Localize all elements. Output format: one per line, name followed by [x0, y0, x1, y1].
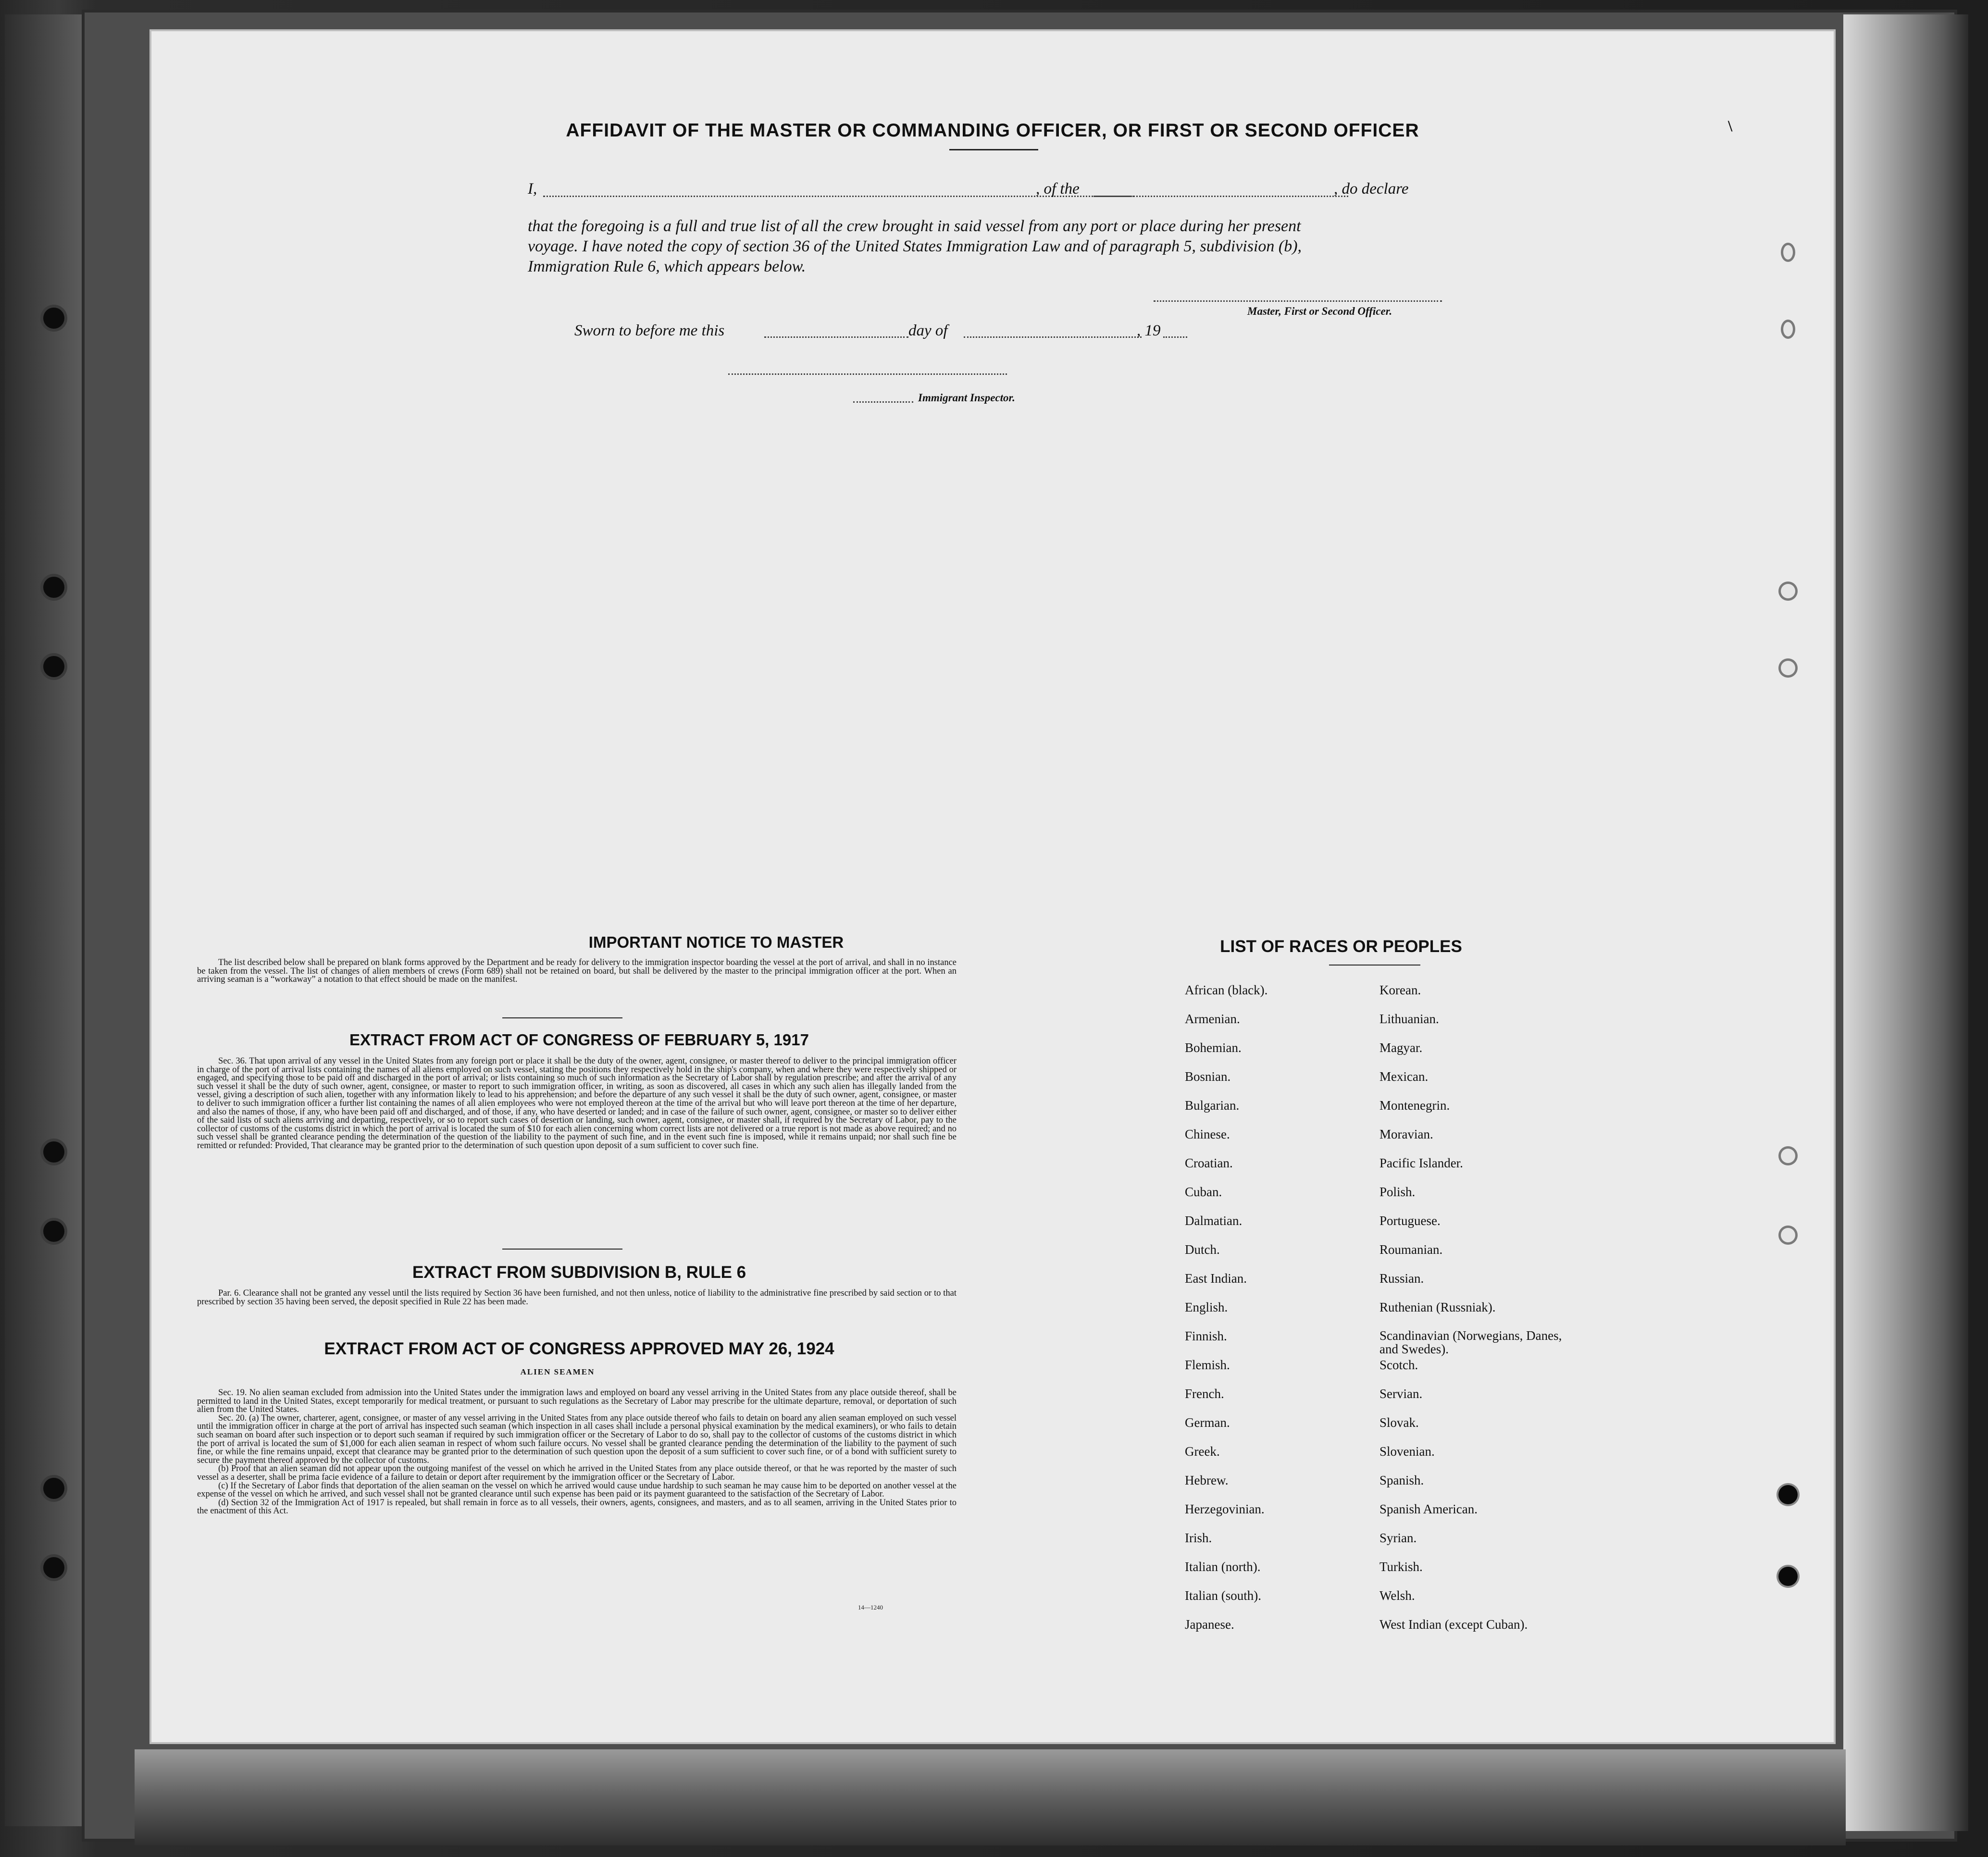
manifest-page	[151, 31, 1834, 1742]
of-the-label: , of the	[1036, 180, 1080, 198]
extract-1924-paragraph: Sec. 20. (a) The owner, charterer, agent, consignee, or master of any vessel arriving in the United States from any place outside thereof who fails to detain on board any alien seaman employed on such vessel until the immigration officer in charge at the port of arrival has inspected such seaman (which inspection in all cases shall include a personal physical examination by the medical examiners), or who fails to detain such seaman on board after such inspection or to deport such seaman if required by such immigration officer or the Secretary of Labor to do so, shall pay to the collector of customs of the customs district in which the port of arrival is located the sum of $1,000 for each alien seaman in respect of whom such failure occurs. No vessel shall be granted clearance pending the determination of the liability to the payment of such fine, or while the fine remains unpaid, except that clearance may be granted prior to the determination of such question upon the deposit of a sum sufficient to cover such fine, or of a bond with sufficient surety to secure the payment thereof approved by the collector of customs.	[197, 1413, 957, 1465]
race-item: Mexican.	[1379, 1069, 1429, 1084]
extract-1924-body	[197, 1389, 957, 1516]
race-item: Irish.	[1185, 1531, 1212, 1545]
race-item: Italian (north).	[1185, 1560, 1261, 1574]
race-item: Syrian.	[1379, 1531, 1417, 1545]
affidavit-line: that the foregoing is a full and true list of all the crew brought in said vessel from any port or place during her present	[528, 217, 1301, 235]
page-mark: \	[1728, 118, 1733, 135]
race-item: Dutch.	[1185, 1242, 1220, 1257]
punched-hole	[1778, 1146, 1798, 1165]
binder-hole	[43, 1141, 64, 1163]
sworn-month-line	[964, 336, 1142, 338]
binder-hole	[43, 577, 64, 598]
race-item: Italian (south).	[1185, 1588, 1261, 1603]
race-item: Flemish.	[1185, 1358, 1230, 1372]
extract-1924-paragraph: (c) If the Secretary of Labor finds that deportation of the alien seaman on the vessel on which he arrived would cause undue hardship to such seaman he may cause him to be deported on another vessel at the expense of the vessel on which he arrived, and such vessel shall not be granted clearance until such expense has been paid or its payment guaranteed to the satisfaction of the Secretary of Labor.	[197, 1481, 957, 1499]
race-item: Japanese.	[1185, 1617, 1234, 1632]
form-number: 14—1240	[858, 1604, 883, 1611]
vessel-name-line	[1093, 196, 1348, 197]
master-signature-line	[1154, 300, 1442, 302]
year-label: , 19	[1137, 322, 1161, 339]
race-item: Servian.	[1379, 1387, 1423, 1401]
extract-1924-paragraph: (b) Proof that an alien seaman did not appear upon the outgoing manifest of the vessel on which he arrived in the United States from any place outside thereof, or that he was reported by the master of such vessel as a deserter, shall be prima facie evidence of a failure to detain or deport after requirement by the immigration officer or the Secretary of Labor.	[197, 1464, 957, 1482]
signature-caption: Master, First or Second Officer.	[1247, 305, 1392, 317]
inspector-short-line	[853, 401, 913, 403]
divider	[502, 1017, 622, 1018]
race-item: German.	[1185, 1415, 1230, 1430]
race-item: Welsh.	[1379, 1588, 1415, 1603]
extract-1917-title: EXTRACT FROM ACT OF CONGRESS OF FEBRUARY 5, 1917	[349, 1031, 809, 1049]
race-item: Bohemian.	[1185, 1040, 1242, 1055]
year-line	[1163, 336, 1187, 338]
races-title: LIST OF RACES OR PEOPLES	[1220, 937, 1462, 956]
punched-hole	[1778, 658, 1798, 678]
affidavit-title: AFFIDAVIT OF THE MASTER OR COMMANDING OFFICER, OR FIRST OR SECOND OFFICER	[566, 120, 1419, 141]
race-item: Greek.	[1185, 1444, 1220, 1459]
extract-1924-title: EXTRACT FROM ACT OF CONGRESS APPROVED MAY 26, 1924	[324, 1339, 834, 1358]
binder-hole	[43, 1557, 64, 1578]
race-item: Armenian.	[1185, 1012, 1240, 1026]
race-item: Portuguese.	[1379, 1213, 1441, 1228]
race-item: Bosnian.	[1185, 1069, 1231, 1084]
race-item: Polish.	[1379, 1185, 1416, 1199]
alien-seamen-subtitle: ALIEN SEAMEN	[520, 1367, 595, 1376]
i-label: I,	[528, 180, 537, 198]
race-item: Moravian.	[1379, 1127, 1433, 1141]
title-underline	[949, 149, 1038, 150]
extract-1924-paragraph: (d) Section 32 of the Immigration Act of 1917 is repealed, but shall remain in force as to all vessels, their owners, agents, consignees, and masters, and as to all seamen, arriving in the United States prior to the enactment of this Act.	[197, 1498, 957, 1516]
rule6-body: Par. 6. Clearance shall not be granted any vessel until the lists required by Section 36 have been furnished, and not then unless, notice of liability to the administrative fine prescribed by said section or to that prescribed by section 35 having been served, the deposit specified in Rule 22 has been made.	[197, 1288, 957, 1307]
affidavit-body	[528, 216, 1489, 277]
affidavit-line: voyage. I have noted the copy of section 36 of the United States Immigration Law and of paragraph 5, subdivision (b),	[528, 237, 1302, 255]
stacked-page-bottom	[135, 1749, 1846, 1845]
race-item: Finnish.	[1185, 1329, 1227, 1343]
punched-hole	[1781, 320, 1795, 339]
race-item: Magyar.	[1379, 1040, 1423, 1055]
race-item: Bulgarian.	[1185, 1098, 1240, 1113]
race-item: West Indian (except Cuban).	[1379, 1617, 1528, 1632]
extract-1924-paragraph: Sec. 19. No alien seaman excluded from admission into the United States under the immigration laws and employed on board any vessel arriving in the United States from any place outside thereof, shall be permitted to land in the United States, except temporarily for medical treatment, or pursuant to such regulations as the Secretary of Labor may prescribe for the ultimate departure, removal, or deportation of such alien from the United States.	[197, 1388, 957, 1415]
race-item: Croatian.	[1185, 1156, 1233, 1170]
race-item: Chinese.	[1185, 1127, 1230, 1141]
punched-hole	[1778, 582, 1798, 601]
day-of-label: day of	[908, 322, 948, 339]
race-item: Hebrew.	[1185, 1473, 1229, 1487]
race-item: Pacific Islander.	[1379, 1156, 1463, 1170]
binder-hole	[43, 656, 64, 677]
race-item: Roumanian.	[1379, 1242, 1443, 1257]
binder-hole	[43, 1478, 64, 1499]
races-column-2	[1379, 983, 1581, 1646]
race-item: East Indian.	[1185, 1271, 1247, 1286]
rule6-title: EXTRACT FROM SUBDIVISION B, RULE 6	[412, 1263, 746, 1282]
binder-hole	[43, 1221, 64, 1242]
race-item: African (black).	[1185, 983, 1268, 997]
race-item: Montenegrin.	[1379, 1098, 1450, 1113]
race-item: Lithuanian.	[1379, 1012, 1439, 1026]
punched-hole	[1778, 1567, 1798, 1586]
do-declare-label: , do declare	[1334, 180, 1409, 198]
race-item: Dalmatian.	[1185, 1213, 1242, 1228]
race-item: Scotch.	[1379, 1358, 1418, 1372]
race-item: English.	[1185, 1300, 1228, 1314]
race-item: Spanish American.	[1379, 1502, 1478, 1516]
race-item: French.	[1185, 1387, 1224, 1401]
sworn-day-line	[764, 336, 908, 338]
inspector-signature-line	[728, 373, 1007, 375]
divider	[502, 1249, 622, 1250]
race-item: Spanish.	[1379, 1473, 1424, 1487]
notice-title: IMPORTANT NOTICE TO MASTER	[588, 933, 844, 951]
races-divider	[1329, 965, 1420, 966]
binder-hole	[43, 308, 64, 329]
notice-body: The list described below shall be prepared on blank forms approved by the Department and be ready for delivery to the immigration inspector boarding the vessel at the port of arrival, and shall in no instance be taken from the vessel. The list of changes of alien members of crews (Form 689) shall not be retained on board, but shall be delivered by the master to the principal immigration officer at the port. When an arriving seaman is a “workaway” a notation to that effect should be made on the manifest.	[197, 958, 957, 985]
stacked-page-edges	[1843, 14, 1968, 1831]
race-item: Ruthenian (Russniak).	[1379, 1300, 1496, 1314]
race-item: Russian.	[1379, 1271, 1424, 1286]
race-item: Slovenian.	[1379, 1444, 1435, 1459]
race-item: Turkish.	[1379, 1560, 1423, 1574]
sworn-label: Sworn to before me this	[574, 322, 725, 339]
race-item: Scandinavian (Norwegians, Danes, and Swedes).	[1379, 1328, 1562, 1356]
punched-hole	[1778, 1226, 1798, 1245]
punched-hole	[1781, 243, 1795, 262]
races-column-1	[1185, 983, 1358, 1646]
extract-1917-body: Sec. 36. That upon arrival of any vessel in the United States from any foreign port or place it shall be the duty of the owner, agent, consignee, or master thereof to deliver to the principal immigration officer in charge of the port of arrival lists containing the names of all aliens employed on such vessel, stating the positions they respectively hold in the ship's company, when and where they were respectively shipped or engaged, and specifying those to be paid off and discharged in the port of arrival; or lists containing so much of such information as the Secretary of Labor shall by regulation prescribe; and after the arrival of any such vessel it shall be the duty of such owner, agent, consignee, or master to report to such immigration officer, in writing, as soon as discovered, all cases in which any such alien has illegally landed from the vessel, giving a description of such alien, together with any information likely to lead to his apprehension; and before the departure of any such vessel it shall be the duty of such owner, agent, consignee, or master to deliver to such immigration officer a further list containing the names of all alien employees who were not employed thereon at the time of the arrival but who will leave port thereon at the time of her departure, and also the names of those, if any, who have been paid off and discharged, and of those, if any, who have deserted or landed; and in case of the failure of such owner, agent, consignee, or master so to deliver either of the said lists of such aliens arriving and departing, respectively, or so to report such cases of desertion or landing, such owner, agent, consignee, or master shall, if required by the Secretary of Labor, pay to the collector of customs of the customs district in which the port of arrival is located the sum of $10 for each alien concerning whom correct lists are not delivered or a true report is not made as above required; and no such vessel shall be granted clearance pending the determination of the question of the liability to the payment of such fine, and in the event such fine is imposed, while it remains unpaid; nor shall such fine be remitted or refunded: Provided, That clearance may be granted prior to the determination of such question upon deposit of a sum sufficient to cover such fine.	[197, 1056, 957, 1151]
race-item: Cuban.	[1185, 1185, 1222, 1199]
race-item: Herzegovinian.	[1185, 1502, 1265, 1516]
affidavit-line: Immigration Rule 6, which appears below.	[528, 258, 806, 275]
race-item: Korean.	[1379, 983, 1421, 997]
inspector-caption: Immigrant Inspector.	[918, 392, 1015, 404]
race-item: Slovak.	[1379, 1415, 1419, 1430]
punched-hole	[1778, 1485, 1798, 1504]
